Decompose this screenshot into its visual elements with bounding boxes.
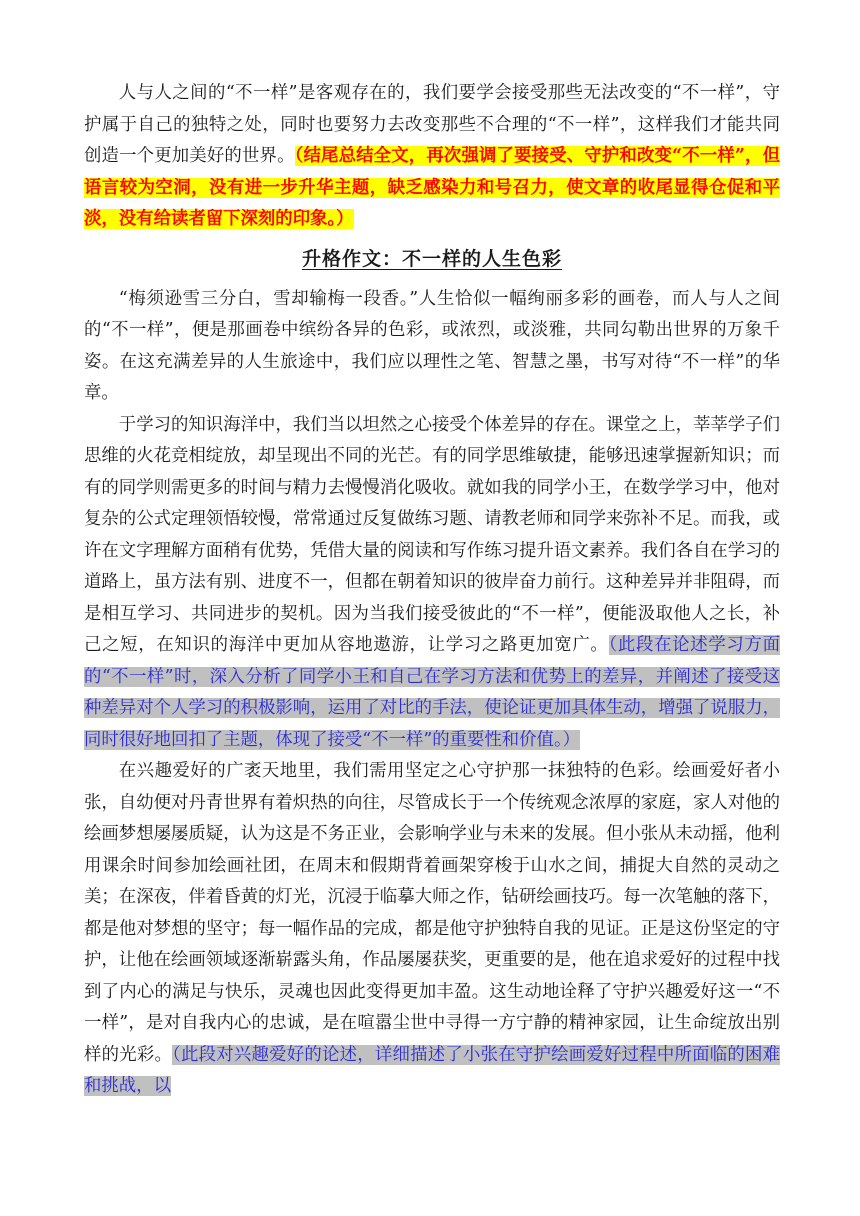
hobby-comment: （此段对兴趣爱好的论述，详细描述了小张在守护绘画爱好过程中所面临的困难和挑战，以 [84,1044,780,1096]
closing-paragraph [84,78,780,236]
essay-title: 升格作文：不一样的人生色彩 [301,247,562,270]
study-paragraph-text: 于学习的知识海洋中，我们当以坦然之心接受个体差异的存在。课堂之上，莘莘学子们思维的火花竞相绽放，却呈现出不同的光芒。有的同学思维敏捷，能够迅速掌握新知识；而有的同学则需更多的时间与精力去慢慢消化吸收。就如我的同学小王，在数学学习中，他对复杂的公式定理领悟较慢，常常通过反复做练习题、请教老师和同学来弥补不足。而我，或许在文字理解方面稍有优势，凭借大量的阅读和写作练习提升语文素养。我们各自在学习的道路上，虽方法有别、进度不一，但都在朝着知识的彼岸奋力前行。这种差异并非阻碍，而是相互学习、共同进步的契机。因为当我们接受彼此的“不一样”，便能汲取他人之长，补己之短，在知识的海洋中更加从容地遨游，让学习之路更加宽广。 [84,414,780,655]
document-page [84,78,780,1103]
study-paragraph [84,410,780,757]
closing-paragraph-text: 人与人之间的“不一样”是客观存在的，我们要学会接受那些无法改变的“不一样”，守护属于自己的独特之处，同时也要努力去改变那些不合理的“不一样”，这样我们才能共同创造一个更加美好的世界。 [84,83,780,166]
intro-paragraph: “梅须逊雪三分白，雪却输梅一段香。”人生恰似一幅绚丽多彩的画卷，而人与人之间的“不一样”，便是那画卷中缤纷各异的色彩，或浓烈，或淡雅，共同勾勒出世界的万象千姿。在这充满差异的人生旅途中，我们应以理性之笔、智慧之墨，书写对待“不一样”的华章。 [84,288,780,403]
hobby-paragraph-text: 在兴趣爱好的广袤天地里，我们需用坚定之心守护那一抹独特的色彩。绘画爱好者小张，自幼便对丹青世界有着炽热的向往，尽管成长于一个传统观念浓厚的家庭，家人对他的绘画梦想屡屡质疑，认为这是不务正业，会影响学业与未来的发展。但小张从未动摇，他利用课余时间参加绘画社团，在周末和假期背着画架穿梭于山水之间，捕捉大自然的灵动之美；在深夜，伴着昏黄的灯光，沉浸于临摹大师之作，钻研绘画技巧。每一次笔触的落下，都是他对梦想的坚守；每一幅作品的完成，都是他守护独特自我的见证。正是这份坚定的守护，让他在绘画领域逐渐崭露头角，作品屡屡获奖，更重要的是，他在追求爱好的过程中找到了内心的满足与快乐，灵魂也因此变得更加丰盈。这生动地诠释了守护兴趣爱好这一“不一样”，是对自我内心的忠诚，是在喧嚣尘世中寻得一方宁静的精神家园，让生命绽放出别样的光彩。 [84,761,780,1065]
hobby-paragraph [84,756,780,1103]
closing-comment: （结尾总结全文，再次强调了要接受、守护和改变“不一样”，但语言较为空洞，没有进一步升华主题，缺乏感染力和号召力，使文章的收尾显得仓促和平淡，没有给读者留下深刻的印象。） [84,146,780,229]
study-comment: （此段在论述学习方面的“不一样”时，深入分析了同学小王和自己在学习方法和优势上的差异，并阐述了接受这种差异对个人学习的积极影响，运用了对比的手法，使论证更加具体生动，增强了说服力，同时很好地回扣了主题，体现了接受“不一样”的重要性和价值。） [84,635,780,750]
